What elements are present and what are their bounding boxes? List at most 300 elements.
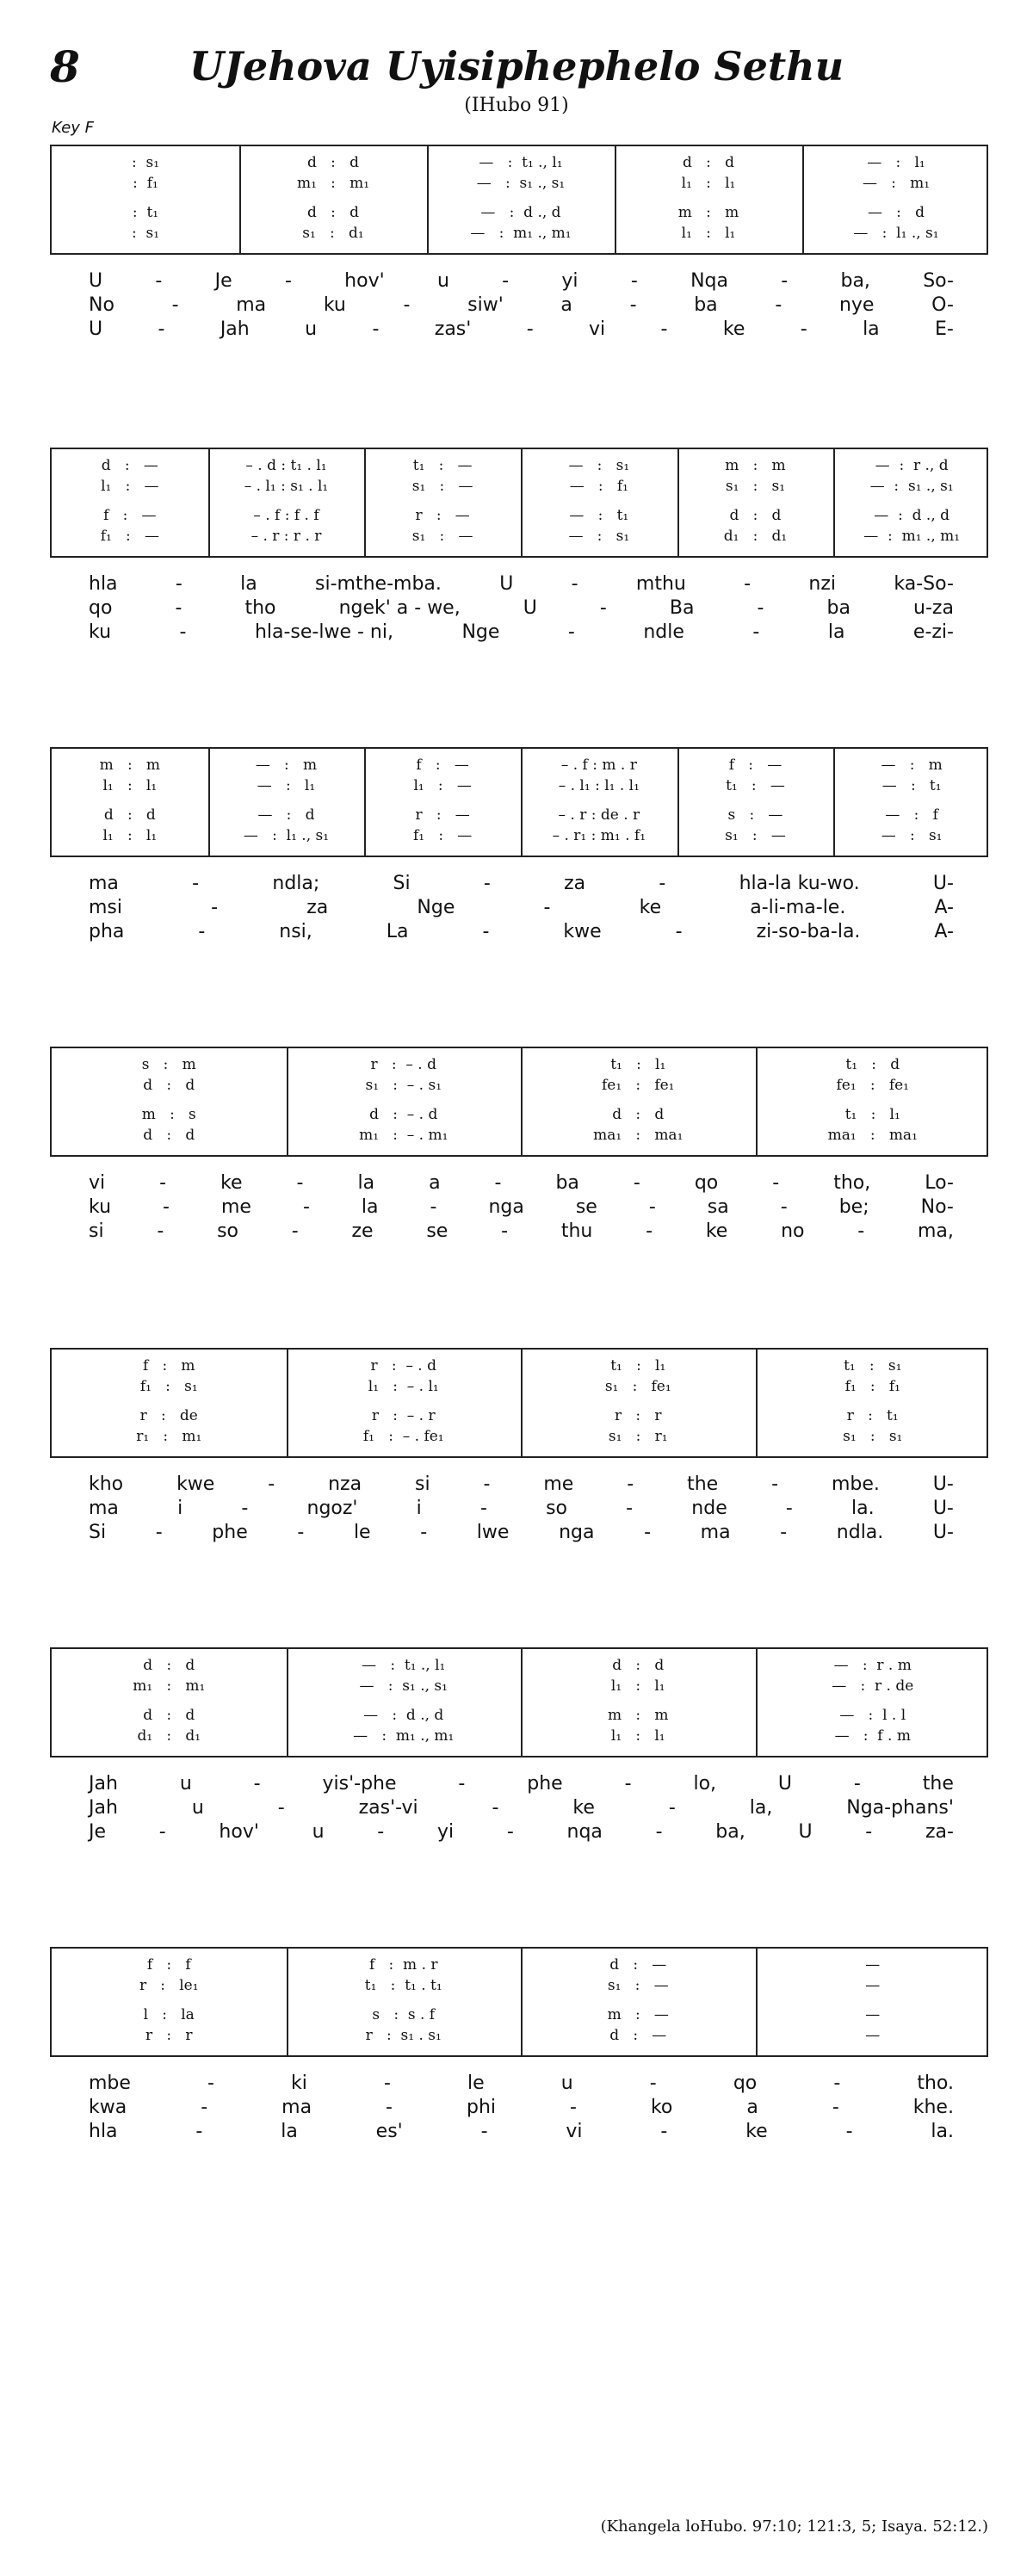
solfa-notes: — : l₁ <box>257 777 316 794</box>
syllable: Lo- <box>925 1172 954 1194</box>
syllable: ba <box>555 1172 579 1194</box>
syllable: be; <box>838 1196 869 1218</box>
measure <box>52 1949 287 2055</box>
solfa-notes: f : m . r <box>369 1956 438 1974</box>
syllable: - <box>832 2097 839 2118</box>
syllable: - <box>175 597 182 619</box>
syllable: si <box>415 1473 430 1495</box>
lyric-line-1 <box>50 2073 988 2097</box>
solfa-notes: — : d <box>867 204 925 221</box>
note-row <box>833 754 990 776</box>
syllable: Si <box>89 1522 107 1543</box>
syllable: la <box>827 621 845 643</box>
note-row <box>521 1375 756 1398</box>
syllable: - <box>780 1196 788 1218</box>
solfa-notes: t₁ : — <box>412 457 473 474</box>
solfa-notes: — : s₁ ., s₁ <box>359 1677 448 1695</box>
lyric-line-3 <box>50 1821 988 1845</box>
lyric-line-3 <box>50 318 988 343</box>
syllable: ma <box>281 2097 312 2118</box>
note-row <box>52 1725 287 1747</box>
lyric-line-2 <box>50 597 988 621</box>
syllable: - <box>599 597 607 619</box>
syllable: khe. <box>912 2097 954 2118</box>
syllable: Jah <box>220 318 250 340</box>
note-row <box>52 475 208 497</box>
syllable: - <box>570 2097 577 2118</box>
syllable: ko <box>650 2097 673 2118</box>
measure <box>52 1048 287 1155</box>
note-row <box>52 1405 287 1427</box>
syllable: u <box>179 1773 192 1795</box>
syllable: no <box>781 1220 805 1242</box>
syllable: si <box>89 1220 104 1242</box>
solfa-notes: ma₁ : ma₁ <box>827 1127 918 1144</box>
solfa-notes: — : d ., d <box>363 1707 444 1724</box>
syllable: ke <box>722 318 745 340</box>
note-row <box>208 504 365 527</box>
note-row <box>427 151 615 174</box>
lyric-line-3 <box>50 1522 988 1546</box>
note-row <box>521 1425 756 1448</box>
note-row <box>756 1103 991 1126</box>
solfa-notes: — : f₁ <box>569 478 628 495</box>
syllable: zas'-vi <box>358 1797 418 1819</box>
note-row <box>52 1704 287 1727</box>
lyric-line-3 <box>50 621 988 646</box>
syllable: U <box>798 1821 813 1843</box>
syllable: me <box>543 1473 574 1495</box>
note-row <box>756 1675 991 1697</box>
syllable: nzi <box>808 573 837 595</box>
syllable: - <box>660 318 668 340</box>
solfa-notes: r : de <box>139 1407 198 1424</box>
syllable: - <box>494 1172 502 1194</box>
staff-box <box>50 145 988 255</box>
note-row <box>287 1405 522 1427</box>
note-row <box>521 1954 756 1976</box>
solfa-notes: m : m <box>99 757 161 774</box>
syllable: ba, <box>840 270 870 292</box>
syllable: mthu <box>635 573 686 595</box>
syllable: hla-la ku-wo. <box>739 873 860 894</box>
syllable: la, <box>749 1797 773 1819</box>
syllable: kho <box>89 1473 124 1495</box>
measure <box>239 146 427 253</box>
note-row <box>756 1974 991 1997</box>
solfa-notes: — : d ., d <box>480 204 561 221</box>
note-row <box>208 825 365 847</box>
solfa-notes: l : la <box>143 2006 195 2023</box>
syllable: - <box>675 921 683 942</box>
syllable: Ba <box>669 597 695 619</box>
syllable: - <box>624 1773 632 1795</box>
note-row <box>364 475 521 497</box>
note-row <box>521 754 677 776</box>
measure <box>833 449 990 556</box>
syllable: - <box>159 1172 167 1194</box>
syllable: kwe <box>563 921 602 942</box>
syllable: la <box>357 1172 375 1194</box>
note-row <box>521 1654 756 1677</box>
solfa-notes: f₁ : – . fe₁ <box>362 1428 444 1445</box>
measure <box>208 449 365 556</box>
lyrics <box>50 1473 988 1546</box>
solfa-notes: – . r : de . r <box>558 806 640 824</box>
syllable: za <box>564 873 586 894</box>
note-row <box>756 1954 991 1976</box>
solfa-notes: d : d <box>143 1707 195 1724</box>
note-row <box>287 1725 522 1747</box>
key-signature: Key F <box>52 119 94 137</box>
note-row <box>833 775 990 797</box>
footer-reference: (Khangela loHubo. 97:10; 121:3, 5; Isaya. 52:12.) <box>600 2517 988 2536</box>
syllable: - <box>284 270 292 292</box>
note-row <box>677 525 834 547</box>
solfa-notes: s₁ : r₁ <box>608 1428 668 1445</box>
syllable: U- <box>932 1522 954 1543</box>
syllable: - <box>158 318 165 340</box>
syllable: - <box>772 1172 780 1194</box>
syllable: sa <box>707 1196 729 1218</box>
solfa-notes: s₁ : fe₁ <box>604 1378 671 1395</box>
staff-box <box>50 1047 988 1157</box>
note-row <box>52 804 208 826</box>
solfa-notes: s₁ : — <box>725 827 786 844</box>
solfa-notes: — : t₁ <box>569 507 629 524</box>
lyric-line-1 <box>50 1473 988 1498</box>
solfa-notes: d : — <box>101 457 158 474</box>
note-row <box>239 172 427 195</box>
syllable: ki <box>291 2073 307 2094</box>
syllable: a <box>746 2097 758 2118</box>
note-row <box>239 151 427 174</box>
syllable: nga <box>488 1196 524 1218</box>
solfa-notes: — <box>865 2006 881 2023</box>
solfa-notes: — : m₁ <box>862 175 931 192</box>
solfa-notes: – . l₁ : s₁ . l₁ <box>244 478 329 495</box>
note-row <box>208 454 365 477</box>
syllable: - <box>506 1821 514 1843</box>
solfa-notes: — <box>865 1977 881 1994</box>
note-row <box>287 1974 522 1997</box>
syllable: le <box>353 1522 371 1543</box>
measure <box>677 449 834 556</box>
note-row <box>287 1704 522 1727</box>
note-row <box>52 1053 287 1076</box>
solfa-notes: t₁ : d <box>845 1056 900 1073</box>
syllable: nde <box>691 1498 727 1519</box>
syllable: ke <box>572 1797 595 1819</box>
syllable: Nge <box>417 897 455 918</box>
syllable: la <box>240 573 257 595</box>
syllable: tho, <box>833 1172 871 1194</box>
syllable: si-mthe-mba. <box>315 573 442 595</box>
solfa-notes: s : m <box>141 1056 196 1073</box>
note-row <box>521 1675 756 1697</box>
syllable: nqa <box>566 1821 603 1843</box>
note-row <box>287 1124 522 1146</box>
measure <box>677 749 834 856</box>
lyrics <box>50 1773 988 1845</box>
note-row <box>521 2024 756 2047</box>
solfa-notes: d : d <box>143 1127 195 1144</box>
note-row <box>52 1654 287 1677</box>
solfa-notes: m : m <box>725 457 786 474</box>
note-row <box>521 825 677 847</box>
syllable: la <box>361 1196 379 1218</box>
note-row <box>287 1074 522 1096</box>
syllable: - <box>857 1220 865 1242</box>
syllable: - <box>659 873 666 894</box>
syllable: siw' <box>467 294 504 316</box>
note-row <box>615 222 802 244</box>
solfa-notes: s₁ : — <box>411 528 473 545</box>
note-row <box>521 775 677 797</box>
hymn-title: UJehova Uyisiphephelo Sethu <box>189 43 844 90</box>
lyric-line-2 <box>50 897 988 921</box>
syllable: ndla. <box>836 1522 884 1543</box>
syllable: msi <box>89 897 123 918</box>
syllable: ngek' a - we, <box>338 597 461 619</box>
solfa-notes: l₁ : l₁ <box>102 827 158 844</box>
syllable: - <box>372 318 380 340</box>
solfa-notes: – . d : t₁ . l₁ <box>245 457 327 474</box>
note-row <box>756 1425 991 1448</box>
syllable: - <box>630 270 638 292</box>
solfa-notes: m₁ : – . m₁ <box>359 1127 448 1144</box>
note-row <box>287 1425 522 1448</box>
syllable: za- <box>925 1821 954 1843</box>
measure <box>52 146 239 253</box>
solfa-notes: d : — <box>609 2027 667 2044</box>
solfa-notes: s₁ : — <box>411 478 473 495</box>
solfa-notes: r : r <box>615 1407 662 1424</box>
solfa-notes: — : m₁ ., m₁ <box>863 528 961 545</box>
solfa-notes: s : — <box>727 806 783 824</box>
syllable: - <box>771 1473 779 1495</box>
note-row <box>427 172 615 195</box>
note-row <box>756 1405 991 1427</box>
syllable: Je <box>89 1821 107 1843</box>
measure <box>756 1048 991 1155</box>
staff-box <box>50 1348 988 1458</box>
note-row <box>833 825 990 847</box>
syllable: - <box>268 1473 275 1495</box>
solfa-notes: : f₁ <box>133 175 158 192</box>
syllable: - <box>627 1473 634 1495</box>
syllable: ke <box>705 1220 728 1242</box>
syllable: - <box>781 270 789 292</box>
syllable: - <box>458 1773 466 1795</box>
syllable: hov' <box>219 1821 259 1843</box>
syllable: mbe <box>89 2073 131 2094</box>
measure <box>802 146 990 253</box>
note-row <box>756 1704 991 1727</box>
note-row <box>52 1974 287 1997</box>
solfa-notes: l₁ : l₁ <box>102 777 158 794</box>
solfa-notes: — : m <box>881 757 943 774</box>
syllable: - <box>158 1821 166 1843</box>
syllable: ma, <box>917 1220 954 1242</box>
solfa-notes: d : d <box>103 806 156 824</box>
syllable: - <box>833 2073 841 2094</box>
solfa-notes: f : — <box>728 757 782 774</box>
measure <box>208 749 365 856</box>
measure <box>287 1048 522 1155</box>
syllable: - <box>785 1498 793 1519</box>
solfa-notes: ma₁ : ma₁ <box>593 1127 684 1144</box>
syllable: hla-se-lwe - ni, <box>254 621 393 643</box>
lyric-line-1 <box>50 270 988 294</box>
syllable: nye <box>838 294 875 316</box>
syllable: ku <box>89 621 112 643</box>
syllable: - <box>420 1522 428 1543</box>
syllable: ndle <box>643 621 684 643</box>
solfa-notes: r : s₁ . s₁ <box>365 2027 442 2044</box>
syllable: - <box>482 921 490 942</box>
note-row <box>52 222 239 244</box>
syllable: hla <box>89 2121 118 2142</box>
syllable: la. <box>851 1498 875 1519</box>
note-row <box>756 1375 991 1398</box>
solfa-notes: l₁ : l₁ <box>610 1727 665 1745</box>
note-row <box>833 504 990 527</box>
syllable: U <box>89 318 103 340</box>
solfa-notes: — : l₁ <box>867 154 925 171</box>
note-row <box>239 222 427 244</box>
lyric-line-1 <box>50 1172 988 1196</box>
lyric-line-2 <box>50 294 988 318</box>
solfa-notes: t₁ : t₁ . t₁ <box>364 1977 442 1994</box>
syllable: so <box>217 1220 238 1242</box>
syllable: qo <box>733 2073 758 2094</box>
measure <box>521 1649 756 1756</box>
solfa-notes: — : s₁ ., s₁ <box>476 175 566 192</box>
syllable: ka-So- <box>894 573 954 595</box>
solfa-notes: d : d <box>307 154 359 171</box>
syllable: - <box>241 1498 249 1519</box>
syllable: kwe <box>176 1473 215 1495</box>
syllable: ma <box>89 873 119 894</box>
note-row <box>756 2024 991 2047</box>
system-7 <box>50 1947 988 2145</box>
solfa-notes: s₁ : d₁ <box>302 225 364 242</box>
syllable: u-za <box>913 597 954 619</box>
syllable: - <box>853 1773 861 1795</box>
syllable: Jah <box>89 1797 118 1819</box>
note-row <box>287 2024 522 2047</box>
syllable: za <box>306 897 329 918</box>
syllable: la <box>863 318 880 340</box>
measure <box>364 449 521 556</box>
hymn-subtitle: (IHubo 91) <box>464 95 569 116</box>
note-row <box>287 1654 522 1677</box>
note-row <box>756 2004 991 2026</box>
syllable: - <box>501 1220 509 1242</box>
note-row <box>521 1103 756 1126</box>
syllable: - <box>277 1797 285 1819</box>
syllable: nsi, <box>279 921 312 942</box>
solfa-notes: f : m <box>142 1357 195 1374</box>
note-row <box>756 1355 991 1377</box>
lyrics <box>50 1172 988 1245</box>
note-row <box>677 804 834 826</box>
note-row <box>521 454 677 477</box>
note-row <box>677 754 834 776</box>
syllable: A- <box>934 897 954 918</box>
syllable: e-zi- <box>912 621 954 643</box>
syllable: U <box>777 1773 793 1795</box>
measure <box>52 1649 287 1756</box>
syllable: zas' <box>434 318 472 340</box>
syllable: ba <box>826 597 851 619</box>
note-row <box>364 754 521 776</box>
syllable: u <box>436 270 449 292</box>
system-4 <box>50 1047 988 1245</box>
solfa-notes: s₁ : s₁ <box>843 1428 903 1445</box>
syllable: E- <box>935 318 954 340</box>
syllable: - <box>626 1498 634 1519</box>
solfa-notes: d : d <box>612 1657 665 1674</box>
system-5 <box>50 1348 988 1546</box>
syllable: - <box>155 270 163 292</box>
measure <box>287 1649 522 1756</box>
note-row <box>677 454 834 477</box>
note-row <box>208 525 365 547</box>
note-row <box>802 151 990 174</box>
syllable: - <box>192 873 200 894</box>
syllable: ngoz' <box>306 1498 358 1519</box>
note-row <box>52 1954 287 1976</box>
syllable: me <box>220 1196 251 1218</box>
syllable: phe <box>212 1522 248 1543</box>
syllable: a-li-ma-le. <box>750 897 846 918</box>
note-row <box>52 2004 287 2026</box>
solfa-notes: l₁ : – . l₁ <box>368 1378 439 1395</box>
note-row <box>427 222 615 244</box>
syllable: - <box>291 1220 299 1242</box>
measure <box>364 749 521 856</box>
solfa-notes: — : l₁ ., s₁ <box>853 225 939 242</box>
solfa-notes: f₁ : f₁ <box>844 1378 900 1395</box>
syllable: kwa <box>89 2097 127 2118</box>
syllable: ze <box>351 1220 374 1242</box>
note-row <box>208 754 365 776</box>
syllable: - <box>757 597 764 619</box>
syllable: le <box>467 2073 485 2094</box>
solfa-notes: t₁ : l₁ <box>844 1106 900 1123</box>
lyrics <box>50 573 988 646</box>
measure <box>521 749 677 856</box>
solfa-notes: — : s₁ <box>568 528 630 545</box>
solfa-notes: d : d <box>729 507 782 524</box>
syllable: - <box>157 1220 164 1242</box>
note-row <box>521 504 677 527</box>
note-row <box>756 1725 991 1747</box>
syllable: Je <box>214 270 232 292</box>
syllable: nga <box>559 1522 595 1543</box>
lyric-line-2 <box>50 1498 988 1522</box>
measure <box>521 1949 756 2055</box>
syllable: - <box>775 294 782 316</box>
syllable: O- <box>931 294 954 316</box>
syllable: so <box>546 1498 567 1519</box>
syllable: zi-so-ba-la. <box>756 921 861 942</box>
solfa-notes: r : – . d <box>370 1056 436 1073</box>
syllable: ke <box>220 1172 243 1194</box>
syllable: hla <box>89 573 118 595</box>
